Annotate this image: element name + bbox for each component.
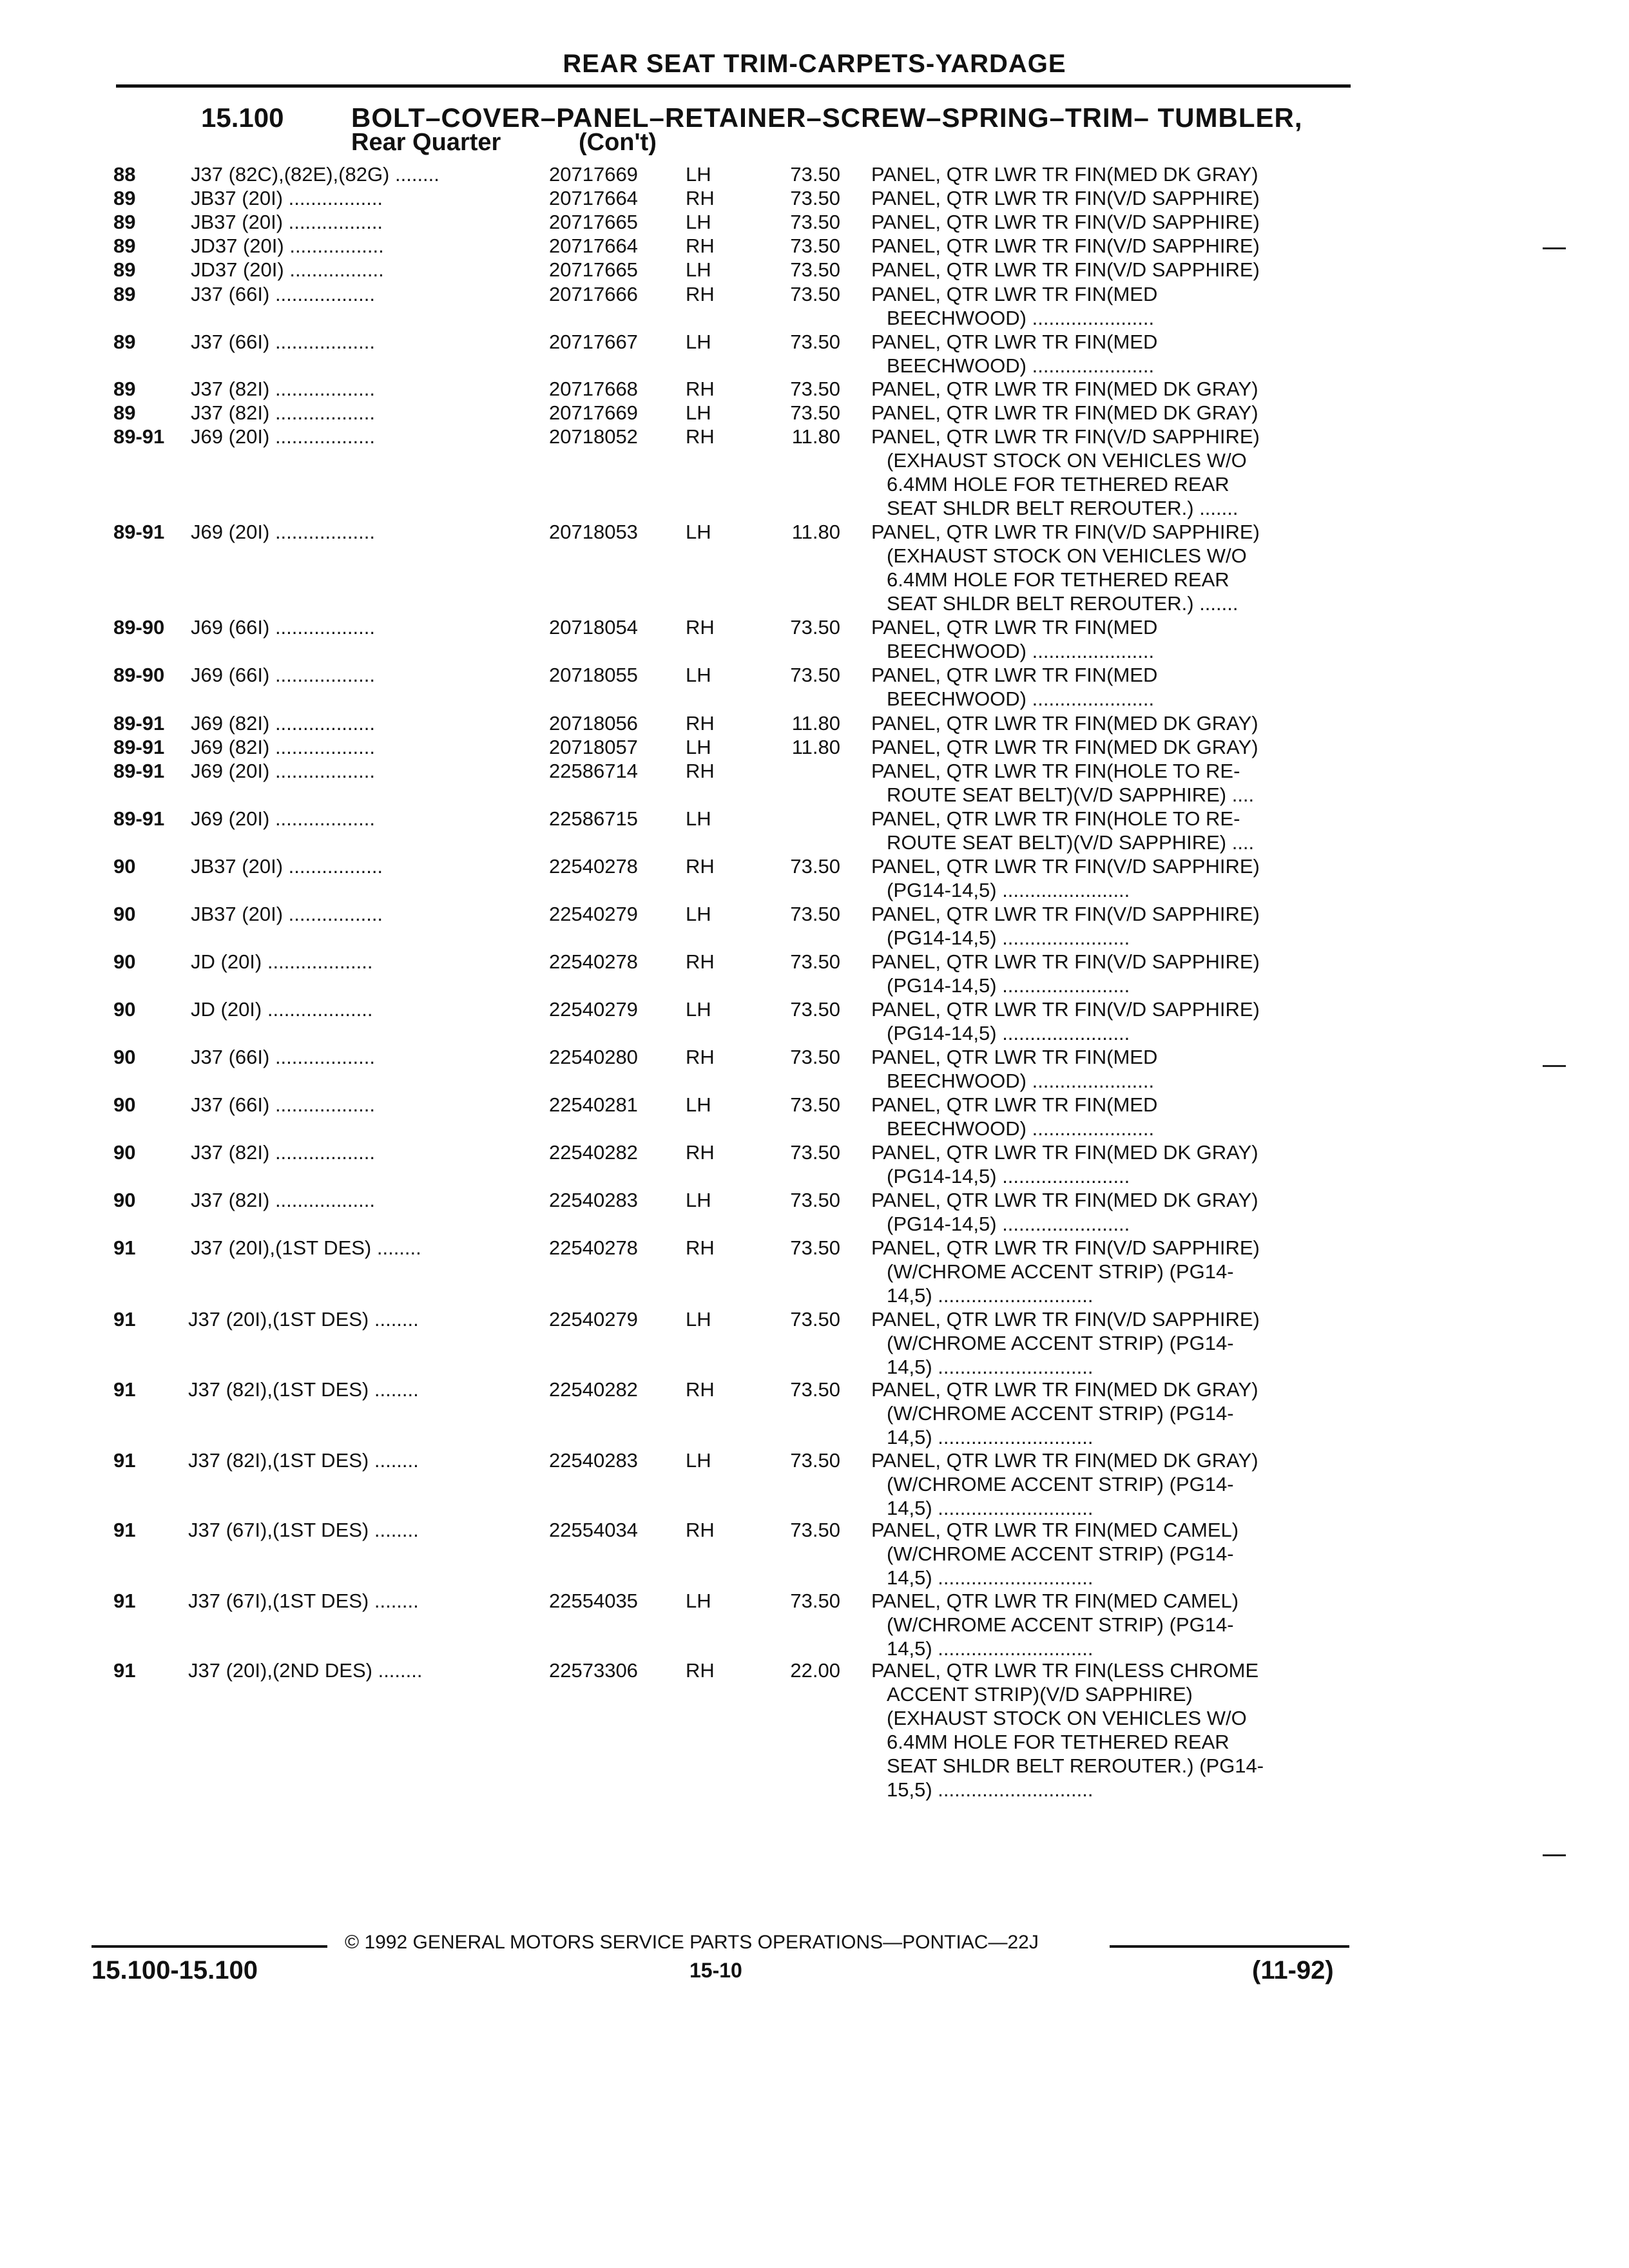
side: LH <box>686 1590 711 1612</box>
model-code: J37 (82I) .................. <box>191 378 375 400</box>
description <box>871 377 1348 401</box>
quantity: 73.50 <box>790 855 840 878</box>
part-number: 22573306 <box>549 1659 638 1682</box>
description-line: 14,5) ............................ <box>887 1356 1094 1378</box>
model-year: 91 <box>113 1590 136 1612</box>
side: LH <box>686 903 711 925</box>
side: RH <box>686 1236 715 1259</box>
model-code: J69 (20I) .................. <box>191 807 375 830</box>
quantity: 73.50 <box>790 211 840 233</box>
side: RH <box>686 1378 715 1401</box>
part-number: 20717665 <box>549 211 638 233</box>
model-code: J69 (66I) .................. <box>191 616 375 639</box>
model-code: J37 (67I),(1ST DES) ........ <box>188 1519 419 1541</box>
quantity: 73.50 <box>790 664 840 686</box>
description-line: PANEL, QTR LWR TR FIN(MED <box>871 1093 1158 1116</box>
description <box>871 1093 1348 1140</box>
description <box>871 1589 1348 1660</box>
part-number: 22540279 <box>549 903 638 925</box>
model-year: 89-90 <box>113 664 165 686</box>
section-continued: (Con't) <box>579 129 657 156</box>
model-code: J37 (66I) .................. <box>191 283 375 305</box>
side: RH <box>686 425 715 448</box>
description-line: PANEL, QTR LWR TR FIN(MED DK GRAY) <box>871 712 1258 735</box>
part-number: 22540278 <box>549 950 638 973</box>
side: LH <box>686 736 711 758</box>
quantity: 73.50 <box>790 1449 840 1472</box>
model-year: 89 <box>113 331 136 353</box>
model-year: 89-91 <box>113 760 165 782</box>
side: RH <box>686 1519 715 1541</box>
description-line: PANEL, QTR LWR TR FIN(V/D SAPPHIRE) <box>871 187 1260 209</box>
side: LH <box>686 258 711 281</box>
quantity: 73.50 <box>790 1378 840 1401</box>
description-line: BEECHWOOD) ...................... <box>887 307 1155 329</box>
quantity: 11.80 <box>791 425 840 448</box>
description <box>871 663 1348 711</box>
model-year: 89-91 <box>113 425 165 448</box>
description-line: 14,5) ............................ <box>887 1284 1094 1307</box>
side: RH <box>686 760 715 782</box>
model-code: J37 (20I),(2ND DES) ........ <box>188 1659 423 1682</box>
side: LH <box>686 163 711 186</box>
model-year: 90 <box>113 998 136 1021</box>
description <box>871 735 1348 759</box>
quantity: 73.50 <box>790 1093 840 1116</box>
model-year: 91 <box>113 1308 136 1331</box>
quantity: 73.50 <box>790 1141 840 1164</box>
description-line: SEAT SHLDR BELT REROUTER.) ....... <box>887 592 1239 615</box>
description-line: PANEL, QTR LWR TR FIN(MED DK GRAY) <box>871 401 1258 424</box>
side: LH <box>686 401 711 424</box>
description-line: PANEL, QTR LWR TR FIN(LESS CHROME <box>871 1659 1259 1682</box>
model-year: 91 <box>113 1659 136 1682</box>
description-line: BEECHWOOD) ...................... <box>887 1070 1155 1092</box>
description-line: SEAT SHLDR BELT REROUTER.) ....... <box>887 497 1239 519</box>
description-line: PANEL, QTR LWR TR FIN(MED DK GRAY) <box>871 1189 1258 1211</box>
side: RH <box>686 235 715 257</box>
description-line: PANEL, QTR LWR TR FIN(V/D SAPPHIRE) <box>871 425 1260 448</box>
description-line: PANEL, QTR LWR TR FIN(V/D SAPPHIRE) <box>871 998 1260 1021</box>
description-line: (W/CHROME ACCENT STRIP) (PG14- <box>887 1402 1234 1425</box>
part-number: 22540283 <box>549 1449 638 1472</box>
part-number: 20718055 <box>549 664 638 686</box>
description-line: 15,5) ............................ <box>887 1778 1094 1801</box>
side: RH <box>686 187 715 209</box>
model-year: 89 <box>113 401 136 424</box>
model-year: 89-90 <box>113 616 165 639</box>
side: RH <box>686 378 715 400</box>
description-line: BEECHWOOD) ...................... <box>887 354 1155 377</box>
description <box>871 1307 1348 1379</box>
description-line: PANEL, QTR LWR TR FIN(MED <box>871 331 1158 353</box>
quantity: 73.50 <box>790 378 840 400</box>
description <box>871 1045 1348 1093</box>
description-line: PANEL, QTR LWR TR FIN(V/D SAPPHIRE) <box>871 1236 1260 1259</box>
footer-page-number: 15-10 <box>689 1959 742 1982</box>
quantity: 73.50 <box>790 1236 840 1259</box>
description-line: (PG14-14,5) ....................... <box>887 974 1130 997</box>
description-line: PANEL, QTR LWR TR FIN(MED DK GRAY) <box>871 1449 1258 1472</box>
description-line: PANEL, QTR LWR TR FIN(MED CAMEL) <box>871 1590 1239 1612</box>
description-line: 14,5) ............................ <box>887 1637 1094 1660</box>
description-line: PANEL, QTR LWR TR FIN(V/D SAPPHIRE) <box>871 903 1260 925</box>
model-code: J69 (20I) .................. <box>191 521 375 543</box>
quantity: 73.50 <box>790 283 840 305</box>
model-code: JB37 (20I) ................. <box>191 211 383 233</box>
description-line: PANEL, QTR LWR TR FIN(MED DK GRAY) <box>871 1141 1258 1164</box>
part-number: 22540279 <box>549 1308 638 1331</box>
description-line: PANEL, QTR LWR TR FIN(V/D SAPPHIRE) <box>871 211 1260 233</box>
side: RH <box>686 712 715 735</box>
description-line: PANEL, QTR LWR TR FIN(MED CAMEL) <box>871 1519 1239 1541</box>
description-line: 14,5) ............................ <box>887 1566 1094 1589</box>
side: LH <box>686 1308 711 1331</box>
model-year: 90 <box>113 950 136 973</box>
model-code: J37 (20I),(1ST DES) ........ <box>188 1308 419 1331</box>
part-number: 20717664 <box>549 187 638 209</box>
description <box>871 807 1348 854</box>
part-number: 20717664 <box>549 235 638 257</box>
description-line: ACCENT STRIP)(V/D SAPPHIRE) <box>887 1683 1193 1706</box>
model-code: JD (20I) ................... <box>191 998 373 1021</box>
part-number: 22540281 <box>549 1093 638 1116</box>
model-code: J69 (20I) .................. <box>191 760 375 782</box>
description-line: 6.4MM HOLE FOR TETHERED REAR <box>887 1731 1229 1753</box>
model-code: J69 (82I) .................. <box>191 712 375 735</box>
quantity: 73.50 <box>790 1308 840 1331</box>
part-number: 20718056 <box>549 712 638 735</box>
description-line: SEAT SHLDR BELT REROUTER.) (PG14- <box>887 1754 1264 1777</box>
quantity: 22.00 <box>790 1659 840 1682</box>
quantity: 73.50 <box>790 950 840 973</box>
part-number: 20717666 <box>549 283 638 305</box>
model-year: 90 <box>113 1141 136 1164</box>
description <box>871 711 1348 735</box>
model-year: 89 <box>113 258 136 281</box>
part-number: 22540283 <box>549 1189 638 1211</box>
quantity: 73.50 <box>790 401 840 424</box>
part-number: 20718057 <box>549 736 638 758</box>
description-line: (PG14-14,5) ....................... <box>887 1022 1130 1044</box>
description-line: (PG14-14,5) ....................... <box>887 1165 1130 1187</box>
description-line: (W/CHROME ACCENT STRIP) (PG14- <box>887 1260 1234 1283</box>
part-number: 22540280 <box>549 1046 638 1068</box>
description-line: PANEL, QTR LWR TR FIN(MED DK GRAY) <box>871 163 1258 186</box>
description-line: PANEL, QTR LWR TR FIN(V/D SAPPHIRE) <box>871 950 1260 973</box>
model-code: J37 (66I) .................. <box>191 1093 375 1116</box>
model-year: 89-91 <box>113 712 165 735</box>
quantity: 73.50 <box>790 235 840 257</box>
description <box>871 1378 1348 1449</box>
side: LH <box>686 1093 711 1116</box>
description-line: ROUTE SEAT BELT)(V/D SAPPHIRE) .... <box>887 831 1255 854</box>
footer-copyright: © 1992 GENERAL MOTORS SERVICE PARTS OPERATIONS—PONTIAC—22J <box>345 1932 1039 1953</box>
model-code: JB37 (20I) ................. <box>191 903 383 925</box>
description-line: BEECHWOOD) ...................... <box>887 640 1155 662</box>
description <box>871 615 1348 663</box>
description <box>871 1236 1348 1307</box>
model-year: 90 <box>113 1046 136 1068</box>
description <box>871 1188 1348 1236</box>
footer-rule <box>1110 1945 1349 1948</box>
model-code: J37 (82I) .................. <box>191 401 375 424</box>
model-year: 89-91 <box>113 736 165 758</box>
description <box>871 950 1348 997</box>
description-line: BEECHWOOD) ...................... <box>887 1117 1155 1140</box>
side: RH <box>686 950 715 973</box>
description-line: PANEL, QTR LWR TR FIN(MED <box>871 283 1158 305</box>
part-number: 20718054 <box>549 616 638 639</box>
part-number: 22540282 <box>549 1378 638 1401</box>
model-year: 89 <box>113 283 136 305</box>
description <box>871 1140 1348 1188</box>
model-year: 90 <box>113 903 136 925</box>
section-subtitle: Rear Quarter <box>351 129 501 156</box>
description-line: PANEL, QTR LWR TR FIN(V/D SAPPHIRE) <box>871 521 1260 543</box>
quantity: 73.50 <box>790 331 840 353</box>
description <box>871 759 1348 807</box>
model-year: 89 <box>113 187 136 209</box>
description-line: (EXHAUST STOCK ON VEHICLES W/O <box>887 449 1247 472</box>
description-line: PANEL, QTR LWR TR FIN(HOLE TO RE- <box>871 760 1240 782</box>
quantity: 11.80 <box>791 736 840 758</box>
part-number: 20718053 <box>549 521 638 543</box>
description <box>871 162 1348 186</box>
side: LH <box>686 998 711 1021</box>
description <box>871 1658 1348 1802</box>
description <box>871 902 1348 950</box>
description-line: 14,5) ............................ <box>887 1426 1094 1448</box>
model-code: J37 (67I),(1ST DES) ........ <box>188 1590 419 1612</box>
model-code: JD37 (20I) ................. <box>191 258 384 281</box>
description-line: PANEL, QTR LWR TR FIN(MED DK GRAY) <box>871 736 1258 758</box>
description-line: BEECHWOOD) ...................... <box>887 687 1155 710</box>
margin-mark <box>1543 1854 1566 1856</box>
part-number: 22554034 <box>549 1519 638 1541</box>
description-line: PANEL, QTR LWR TR FIN(V/D SAPPHIRE) <box>871 258 1260 281</box>
quantity: 73.50 <box>790 1519 840 1541</box>
description-line: PANEL, QTR LWR TR FIN(V/D SAPPHIRE) <box>871 855 1260 878</box>
quantity: 73.50 <box>790 1189 840 1211</box>
section-title: BOLT–COVER–PANEL–RETAINER–SCREW–SPRING–TRIM– TUMBLER, <box>351 102 1303 133</box>
description-line: PANEL, QTR LWR TR FIN(MED <box>871 616 1158 639</box>
description-line: (PG14-14,5) ....................... <box>887 1213 1130 1235</box>
description <box>871 997 1348 1045</box>
description <box>871 234 1348 258</box>
description-line: (W/CHROME ACCENT STRIP) (PG14- <box>887 1613 1234 1636</box>
model-code: J37 (82I) .................. <box>191 1141 375 1164</box>
part-number: 20717667 <box>549 331 638 353</box>
side: RH <box>686 855 715 878</box>
section-number: 15.100 <box>201 102 284 133</box>
model-year: 91 <box>113 1236 136 1259</box>
quantity: 73.50 <box>790 998 840 1021</box>
side: LH <box>686 1449 711 1472</box>
model-code: JD (20I) ................... <box>191 950 373 973</box>
quantity: 73.50 <box>790 903 840 925</box>
description-line: (W/CHROME ACCENT STRIP) (PG14- <box>887 1473 1234 1495</box>
model-year: 89-91 <box>113 521 165 543</box>
model-code: J37 (82I) .................. <box>191 1189 375 1211</box>
part-number: 20717668 <box>549 378 638 400</box>
description-line: PANEL, QTR LWR TR FIN(MED DK GRAY) <box>871 1378 1258 1401</box>
header-rule <box>116 84 1351 88</box>
model-year: 90 <box>113 855 136 878</box>
description-line: (EXHAUST STOCK ON VEHICLES W/O <box>887 544 1247 567</box>
model-code: J69 (20I) .................. <box>191 425 375 448</box>
description-line: (W/CHROME ACCENT STRIP) (PG14- <box>887 1542 1234 1565</box>
description <box>871 330 1348 378</box>
model-year: 90 <box>113 1093 136 1116</box>
part-number: 20718052 <box>549 425 638 448</box>
model-code: J37 (82I),(1ST DES) ........ <box>188 1378 419 1401</box>
part-number: 22554035 <box>549 1590 638 1612</box>
description-line: (PG14-14,5) ....................... <box>887 927 1130 949</box>
quantity: 73.50 <box>790 616 840 639</box>
quantity: 73.50 <box>790 1046 840 1068</box>
page-title: REAR SEAT TRIM-CARPETS-YARDAGE <box>563 50 1066 78</box>
model-year: 88 <box>113 163 136 186</box>
part-number: 22586714 <box>549 760 638 782</box>
model-code: J37 (82C),(82E),(82G) ........ <box>191 163 439 186</box>
description <box>871 1518 1348 1590</box>
side: RH <box>686 283 715 305</box>
side: RH <box>686 1659 715 1682</box>
side: LH <box>686 211 711 233</box>
description-line: ROUTE SEAT BELT)(V/D SAPPHIRE) .... <box>887 783 1255 806</box>
part-number: 22540279 <box>549 998 638 1021</box>
description-line: 6.4MM HOLE FOR TETHERED REAR <box>887 568 1229 591</box>
part-number: 22540278 <box>549 855 638 878</box>
side: RH <box>686 616 715 639</box>
part-number: 22586715 <box>549 807 638 830</box>
margin-mark <box>1543 1065 1566 1067</box>
model-year: 90 <box>113 1189 136 1211</box>
margin-mark <box>1543 247 1566 249</box>
description <box>871 258 1348 282</box>
model-year: 89 <box>113 378 136 400</box>
part-number: 22540282 <box>549 1141 638 1164</box>
footer-rule <box>92 1945 327 1948</box>
model-code: J37 (20I),(1ST DES) ........ <box>191 1236 421 1259</box>
description-line: PANEL, QTR LWR TR FIN(HOLE TO RE- <box>871 807 1240 830</box>
part-number: 22540278 <box>549 1236 638 1259</box>
model-code: J37 (66I) .................. <box>191 331 375 353</box>
model-year: 91 <box>113 1519 136 1541</box>
part-number: 20717669 <box>549 401 638 424</box>
model-code: J37 (82I),(1ST DES) ........ <box>188 1449 419 1472</box>
model-code: JD37 (20I) ................. <box>191 235 384 257</box>
description-line: 14,5) ............................ <box>887 1497 1094 1519</box>
model-code: J37 (66I) .................. <box>191 1046 375 1068</box>
description-line: PANEL, QTR LWR TR FIN(MED <box>871 1046 1158 1068</box>
model-year: 89-91 <box>113 807 165 830</box>
description <box>871 401 1348 425</box>
side: LH <box>686 1189 711 1211</box>
model-year: 89 <box>113 211 136 233</box>
footer-section-range: 15.100-15.100 <box>92 1956 258 1984</box>
part-number: 20717665 <box>549 258 638 281</box>
description-line: PANEL, QTR LWR TR FIN(V/D SAPPHIRE) <box>871 1308 1260 1331</box>
quantity: 11.80 <box>791 712 840 735</box>
description <box>871 186 1348 210</box>
description-line: (EXHAUST STOCK ON VEHICLES W/O <box>887 1707 1247 1729</box>
part-number: 20717669 <box>549 163 638 186</box>
model-year: 89 <box>113 235 136 257</box>
description-line: 6.4MM HOLE FOR TETHERED REAR <box>887 473 1229 495</box>
description-line: PANEL, QTR LWR TR FIN(MED <box>871 664 1158 686</box>
side: RH <box>686 1046 715 1068</box>
side: LH <box>686 664 711 686</box>
description-line: (W/CHROME ACCENT STRIP) (PG14- <box>887 1332 1234 1354</box>
quantity: 73.50 <box>790 1590 840 1612</box>
description-line: PANEL, QTR LWR TR FIN(V/D SAPPHIRE) <box>871 235 1260 257</box>
description <box>871 1448 1348 1520</box>
description <box>871 425 1348 520</box>
model-code: J69 (82I) .................. <box>191 736 375 758</box>
side: LH <box>686 807 711 830</box>
model-code: JB37 (20I) ................. <box>191 187 383 209</box>
quantity: 73.50 <box>790 187 840 209</box>
model-year: 91 <box>113 1378 136 1401</box>
description <box>871 210 1348 234</box>
model-code: JB37 (20I) ................. <box>191 855 383 878</box>
description-line: (PG14-14,5) ....................... <box>887 879 1130 901</box>
side: RH <box>686 1141 715 1164</box>
quantity: 73.50 <box>790 163 840 186</box>
quantity: 11.80 <box>791 521 840 543</box>
description-line: PANEL, QTR LWR TR FIN(MED DK GRAY) <box>871 378 1258 400</box>
model-code: J69 (66I) .................. <box>191 664 375 686</box>
quantity: 73.50 <box>790 258 840 281</box>
model-year: 91 <box>113 1449 136 1472</box>
footer-date: (11-92) <box>1252 1956 1334 1984</box>
description <box>871 520 1348 615</box>
description <box>871 854 1348 902</box>
side: LH <box>686 521 711 543</box>
side: LH <box>686 331 711 353</box>
description <box>871 282 1348 330</box>
